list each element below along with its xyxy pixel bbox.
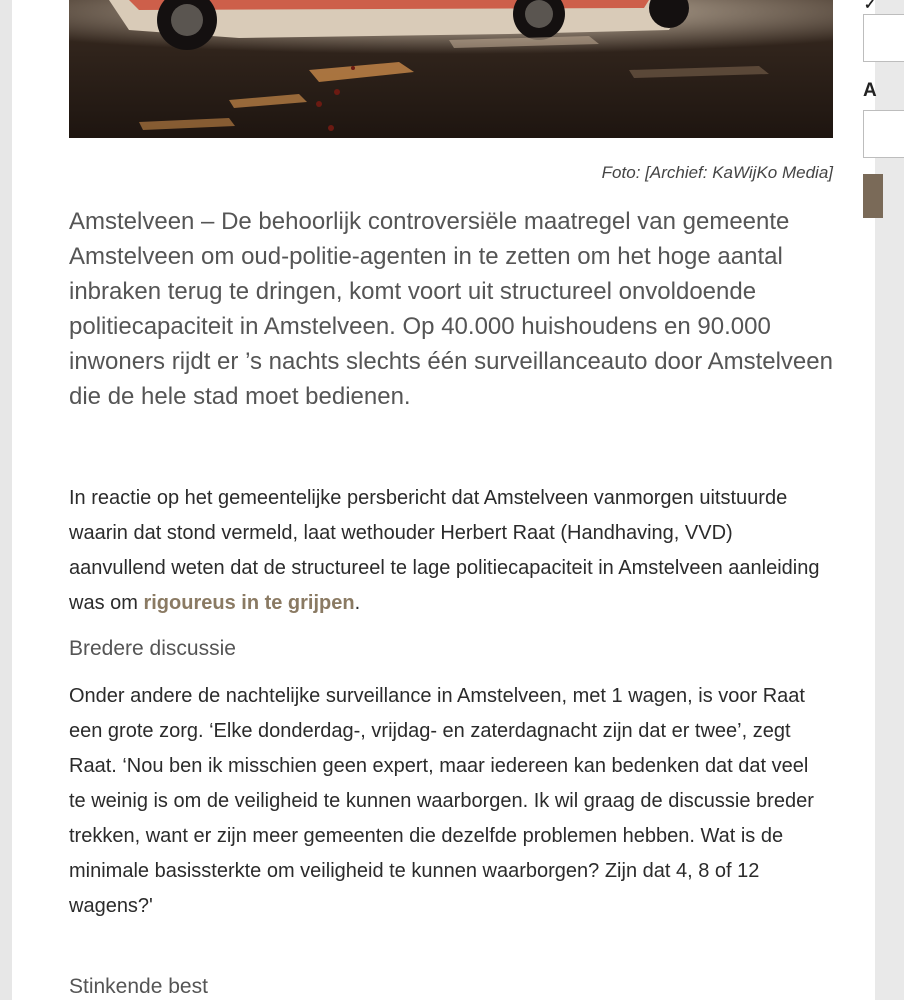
subheading-bredere-discussie: Bredere discussie [69, 637, 236, 660]
sidebar-submit-button[interactable] [863, 174, 883, 218]
sidebar-input[interactable] [863, 110, 904, 158]
paragraph-text: In reactie op het gemeentelijke persbericht dat Amstelveen vanmorgen uitstuurde waarin dat stond vermeld, laat wethouder Herbert Raat (Handhaving, VVD) aanvullend weten dat de structureel te lage politiecapaciteit in Amstelveen aanleiding was om [69, 487, 820, 614]
paragraph-end: . [354, 592, 361, 614]
check-icon: ✓ [864, 0, 876, 12]
photo-caption: Foto: [Archief: KaWijKo Media] [601, 163, 833, 182]
article [12, 0, 850, 1000]
left-gutter [0, 0, 12, 1000]
sidebar-input[interactable] [863, 14, 904, 62]
subheading-stinkende-best: Stinkende best [69, 975, 208, 998]
sidebar [850, 0, 875, 1000]
article-lead: Amstelveen – De behoorlijk controversiële maatregel van gemeente Amstelveen om oud-politie-agenten in te zetten om het hoge aantal inbraken terug te dringen, komt voort uit structureel onvoldoende politiecapaciteit in Amstelveen. Op 40.000 huishoudens en 90.000 inwoners rijdt er ’s nachts slechts één surveillanceauto door Amstelveen die de hele stad moet bedienen. [69, 208, 833, 410]
rigoureus-link[interactable]: rigoureus in te grijpen [143, 592, 355, 614]
article-paragraph [69, 481, 829, 621]
sidebar-field-label: A [863, 80, 877, 101]
article-photo [69, 0, 833, 138]
article-paragraph: Onder andere de nachtelijke surveillance in Amstelveen, met 1 wagen, is voor Raat een grote zorg. ‘Elke donderdag-, vrijdag- en zaterdagnacht zijn dat er twee’, zegt Raat. ‘Nou ben ik misschien geen expert, maar iedereen kan bedenken dat dat veel te weinig is om de veiligheid te kunnen waarborgen. Ik wil graag de discussie breder trekken, want er zijn meer gemeenten die dezelfde problemen hebben. Wat is de minimale basissterkte om veiligheid te kunnen waarborgen? Zijn dat 4, 8 of 12 wagens?' [69, 685, 814, 917]
